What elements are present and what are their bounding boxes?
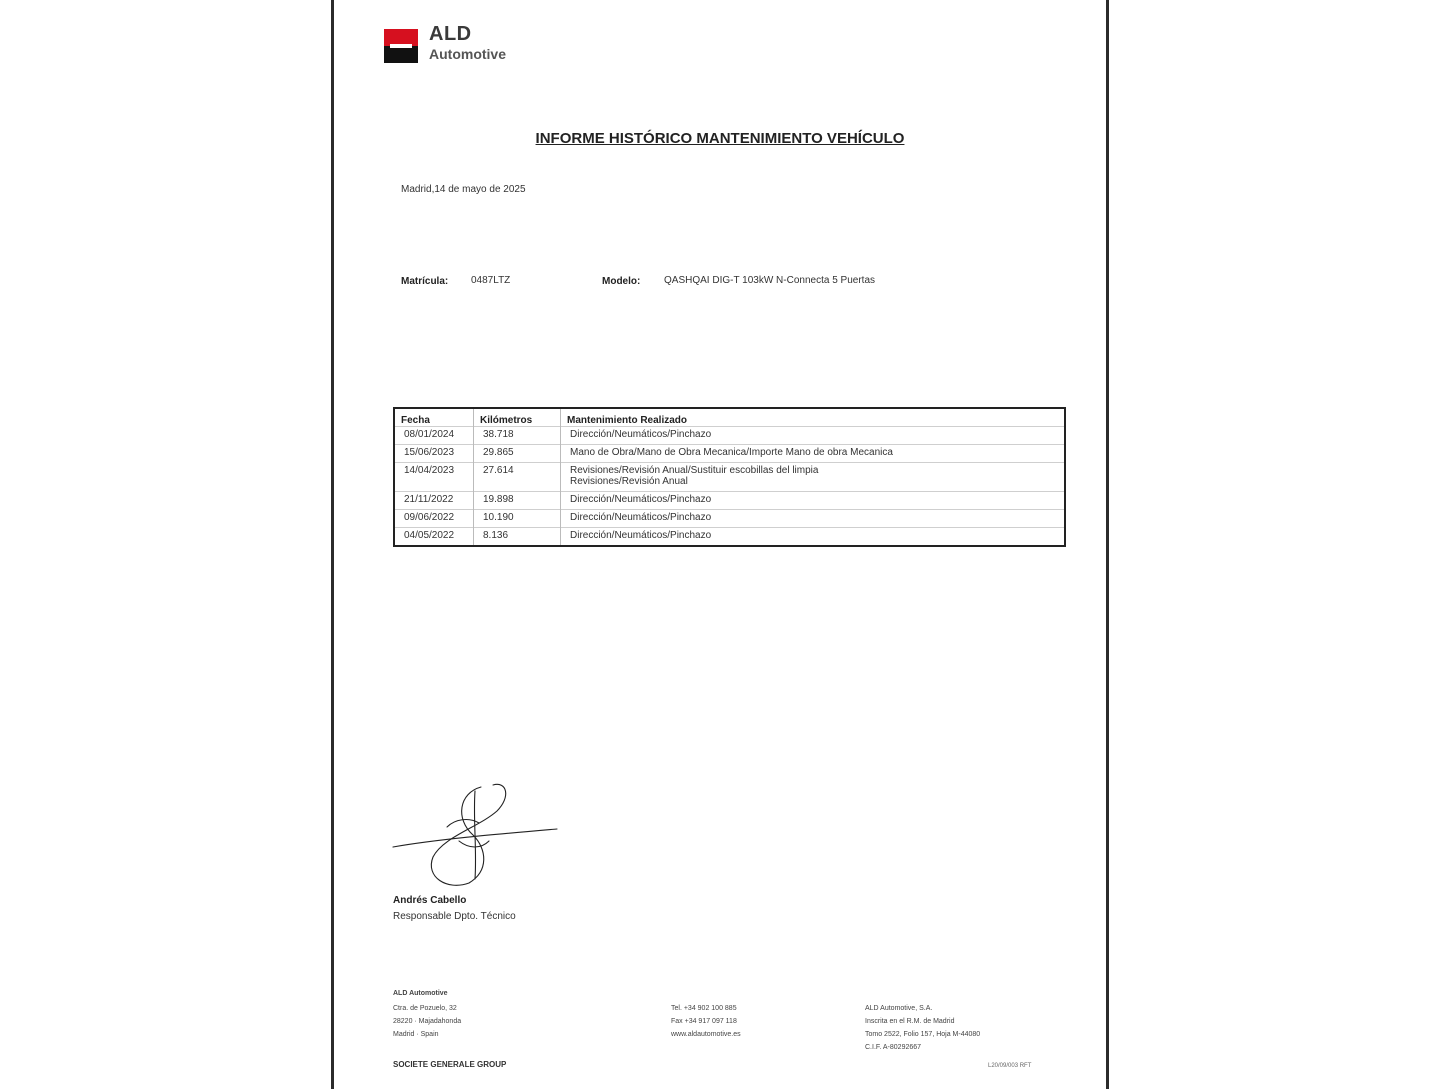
footer-company: ALD Automotive	[393, 990, 448, 997]
footer-contact	[671, 1002, 741, 1041]
table-row	[394, 427, 1065, 445]
ald-logo-icon	[384, 29, 418, 63]
footer-legal-line: Tomo 2522, Folio 157, Hoja M-44080	[865, 1031, 981, 1038]
cell-km: 27.614	[474, 463, 561, 492]
cell-fecha: 14/04/2023	[394, 463, 474, 492]
document-page	[331, 0, 1109, 1089]
signature-icon	[389, 779, 559, 894]
footer-legal-line: C.I.F. A-80292667	[865, 1044, 922, 1051]
table-row	[394, 492, 1065, 510]
footer-address-line: 28220 · Majadahonda	[393, 1018, 462, 1025]
footer-group: SOCIETE GENERALE GROUP	[393, 1060, 507, 1069]
cell-km: 29.865	[474, 445, 561, 463]
header-fecha: Fecha	[401, 415, 430, 426]
table-row	[394, 463, 1065, 492]
cell-desc: Dirección/Neumáticos/Pinchazo	[561, 510, 1066, 528]
maintenance-table	[393, 407, 1066, 547]
footer-contact-line: Tel. +34 902 100 885	[671, 1005, 737, 1012]
footer-address-line: Madrid · Spain	[393, 1031, 439, 1038]
header-km: Kilómetros	[474, 408, 561, 427]
header-mantenimiento: Mantenimiento Realizado	[561, 408, 1066, 427]
document-ref: L20/09/003 RFT	[988, 1063, 1032, 1069]
cell-desc-line: Revisiones/Revisión Anual/Sustituir escobillas del limpia	[570, 465, 819, 476]
signer-name: Andrés Cabello	[393, 895, 467, 906]
cell-km: 10.190	[474, 510, 561, 528]
cell-km: 19.898	[474, 492, 561, 510]
plate-label: Matrícula:	[401, 276, 449, 287]
cell-desc: Mano de Obra/Mano de Obra Mecanica/Importe Mano de obra Mecanica	[561, 445, 1066, 463]
footer-contact-line: www.aldautomotive.es	[671, 1031, 741, 1038]
cell-fecha: 08/01/2024	[394, 427, 474, 445]
plate-value: 0487LTZ	[471, 275, 511, 286]
document-title: INFORME HISTÓRICO MANTENIMIENTO VEHÍCULO	[535, 130, 905, 147]
cell-desc	[561, 463, 1066, 492]
cell-fecha: 15/06/2023	[394, 445, 474, 463]
cell-fecha: 21/11/2022	[394, 492, 474, 510]
cell-fecha: 09/06/2022	[394, 510, 474, 528]
table-row	[394, 445, 1065, 463]
cell-fecha: 04/05/2022	[394, 528, 474, 547]
cell-km: 8.136	[474, 528, 561, 547]
cell-desc: Dirección/Neumáticos/Pinchazo	[561, 528, 1066, 547]
cell-km: 38.718	[474, 427, 561, 445]
model-label: Modelo:	[602, 276, 641, 287]
cell-desc: Dirección/Neumáticos/Pinchazo	[561, 492, 1066, 510]
logo-brand: ALD	[429, 23, 472, 45]
table-row	[394, 528, 1065, 547]
footer-legal-line: Inscrita en el R.M. de Madrid	[865, 1018, 955, 1025]
footer-contact-line: Fax +34 917 097 118	[671, 1018, 737, 1025]
footer-legal	[865, 1002, 980, 1054]
footer-legal-line: ALD Automotive, S.A.	[865, 1005, 933, 1012]
table-header-row	[394, 408, 1065, 427]
signer-role: Responsable Dpto. Técnico	[393, 911, 516, 922]
date-line: Madrid,14 de mayo de 2025	[401, 184, 526, 195]
table-row	[394, 510, 1065, 528]
cell-desc: Dirección/Neumáticos/Pinchazo	[561, 427, 1066, 445]
cell-desc-line: Revisiones/Revisión Anual	[570, 476, 688, 487]
model-value: QASHQAI DIG-T 103kW N-Connecta 5 Puertas	[664, 275, 876, 286]
footer-address-line: Ctra. de Pozuelo, 32	[393, 1005, 457, 1012]
footer-address	[393, 1002, 461, 1041]
logo-subtitle: Automotive	[429, 46, 506, 62]
